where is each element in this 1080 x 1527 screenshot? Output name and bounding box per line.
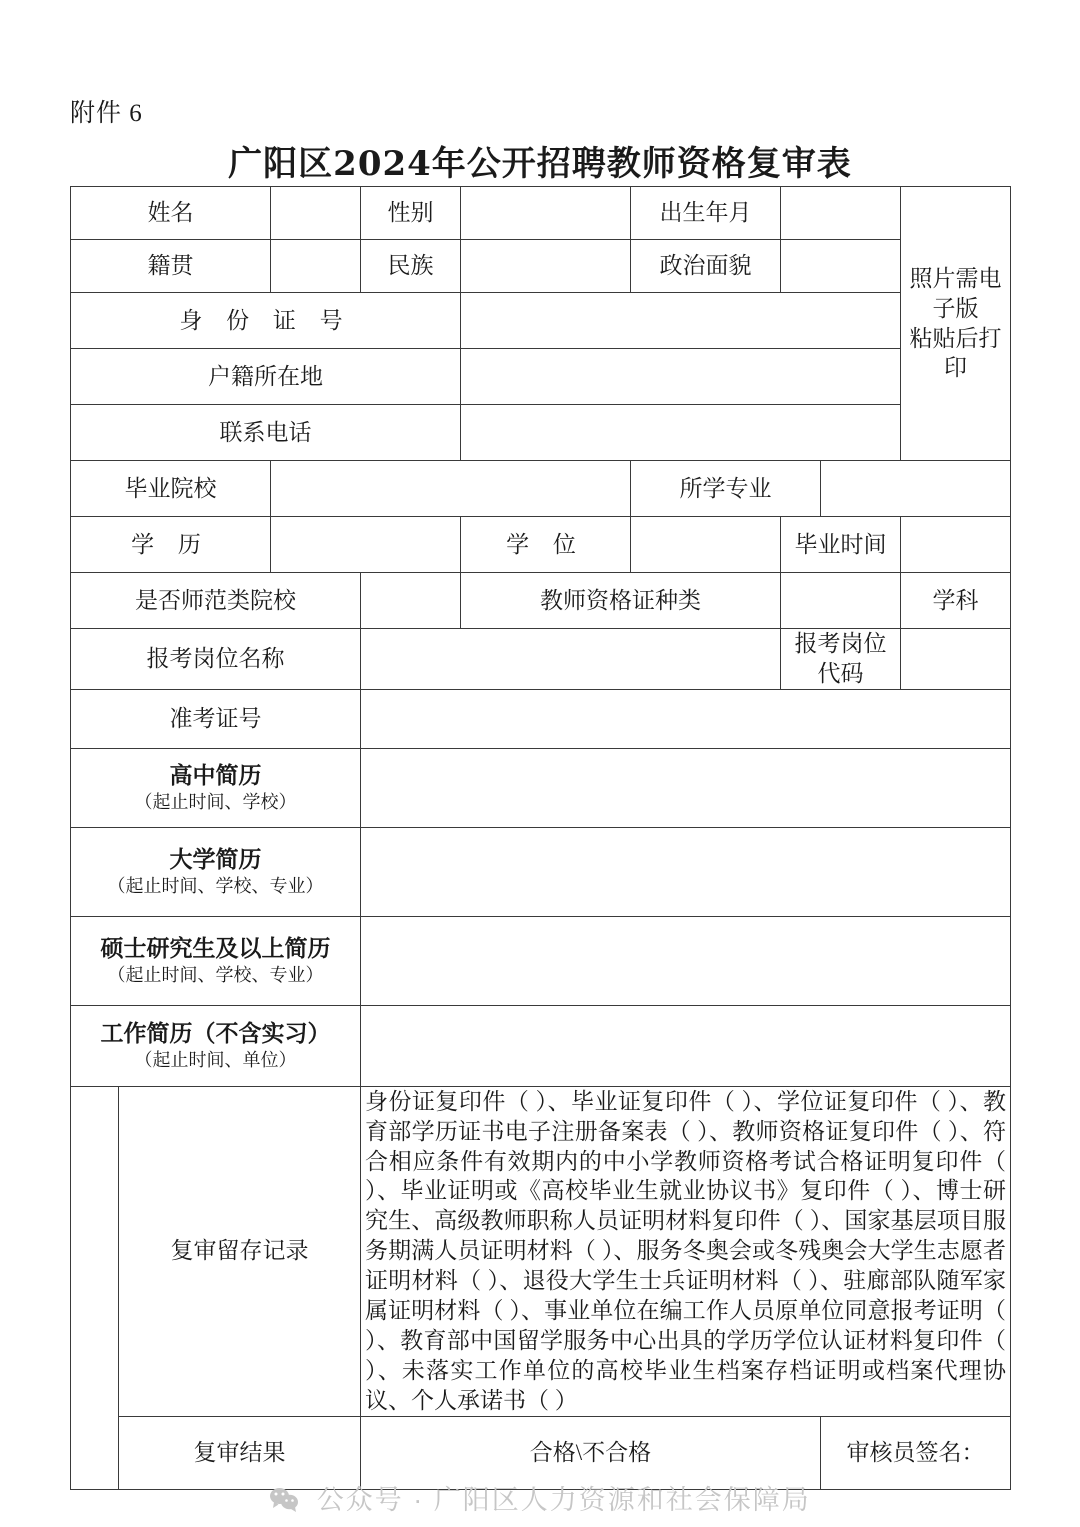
value-admission-ticket[interactable] bbox=[361, 689, 1011, 748]
resume-subtitle: （起止时间、学校、专业） bbox=[107, 965, 324, 986]
label-position-code: 报考岗位代码 bbox=[781, 629, 901, 690]
value-university-resume[interactable] bbox=[361, 827, 1011, 916]
value-native-place[interactable] bbox=[271, 240, 361, 293]
value-id-number[interactable] bbox=[461, 293, 901, 349]
value-name[interactable] bbox=[271, 187, 361, 240]
value-teacher-cert-type[interactable] bbox=[781, 573, 901, 629]
table-row bbox=[71, 1086, 1011, 1416]
label-university-resume bbox=[71, 827, 361, 916]
table-row bbox=[71, 405, 1011, 461]
watermark-text: 公众号 · 广阳区人力资源和社会保障局 bbox=[316, 1485, 811, 1515]
label-is-normal-college: 是否师范类院校 bbox=[71, 573, 361, 629]
label-graduate-resume bbox=[71, 916, 361, 1005]
table-row bbox=[71, 748, 1011, 827]
photo-note-line1: 照片需电子版 bbox=[909, 265, 1002, 321]
photo-note-line2: 粘贴后打印 bbox=[909, 325, 1002, 381]
resume-title: 硕士研究生及以上简历 bbox=[100, 936, 331, 962]
label-phone: 联系电话 bbox=[71, 405, 461, 461]
resume-subtitle: （起止时间、学校） bbox=[134, 792, 297, 813]
label-admission-ticket: 准考证号 bbox=[71, 689, 361, 748]
label-birth-date: 出生年月 bbox=[631, 187, 781, 240]
value-education[interactable] bbox=[271, 517, 461, 573]
resume-title: 大学简历 bbox=[169, 847, 262, 873]
label-household-location: 户籍所在地 bbox=[71, 349, 461, 405]
spacer-column bbox=[71, 1086, 119, 1489]
photo-placeholder[interactable] bbox=[901, 187, 1011, 461]
table-row bbox=[71, 349, 1011, 405]
label-name: 姓名 bbox=[71, 187, 271, 240]
review-record-text: 身份证复印件（ ）、毕业证复印件（ ）、学位证复印件（ ）、教育部学历证书电子注册备案表（ ）、教师资格证复印件（ ）、符合相应条件有效期内的中小学教师资格考试合格证明复印件（ ）、毕业证明或《高校毕业生就业协议书》复印件（ ）、博士研究生、高级教师职称人员证明材料复印件（ ）、国家基层项目服务期满人员证明材料（ ）、服务冬奥会或冬残奥会大学生志愿者证明材料（ ）、退役大学生士兵证明材料（ ）、驻廊部队随军家属证明材料（ ）、事业单位在编工作人员原单位同意报考证明（ ）、教育部中国留学服务中心出具的学历学位认证材料复印件（ ）、未落实工作单位的高校毕业生档案存档证明或档案代理协议、个人承诺书（ ） bbox=[365, 1088, 1006, 1413]
page-title: 广阳区2024年公开招聘教师资格复审表 bbox=[228, 144, 852, 184]
label-native-place: 籍贯 bbox=[71, 240, 271, 293]
label-id-number: 身 份 证 号 bbox=[71, 293, 461, 349]
table-row bbox=[71, 629, 1011, 690]
value-work-resume[interactable] bbox=[361, 1005, 1011, 1086]
attachment-label: 附件 6 bbox=[70, 100, 143, 127]
value-graduated-school[interactable] bbox=[271, 461, 631, 517]
label-education: 学 历 bbox=[71, 517, 271, 573]
label-degree: 学 位 bbox=[461, 517, 631, 573]
label-graduation-time: 毕业时间 bbox=[781, 517, 901, 573]
table-row bbox=[71, 689, 1011, 748]
table-row bbox=[71, 240, 1011, 293]
table-row bbox=[71, 517, 1011, 573]
value-position-code[interactable] bbox=[901, 629, 1011, 690]
value-graduation-time[interactable] bbox=[901, 517, 1011, 573]
table-row bbox=[71, 916, 1011, 1005]
table-row bbox=[71, 187, 1011, 240]
resume-subtitle: （起止时间、单位） bbox=[134, 1050, 297, 1071]
label-gender: 性别 bbox=[361, 187, 461, 240]
label-work-resume bbox=[71, 1005, 361, 1086]
label-graduated-school: 毕业院校 bbox=[71, 461, 271, 517]
value-review-record[interactable] bbox=[361, 1086, 1011, 1416]
resume-title: 工作简历（不含实习） bbox=[100, 1021, 331, 1047]
value-birth-date[interactable] bbox=[781, 187, 901, 240]
value-ethnicity[interactable] bbox=[461, 240, 631, 293]
value-phone[interactable] bbox=[461, 405, 901, 461]
value-major[interactable] bbox=[821, 461, 1011, 517]
value-position-name[interactable] bbox=[361, 629, 781, 690]
label-review-record: 复审留存记录 bbox=[119, 1086, 361, 1416]
value-graduate-resume[interactable] bbox=[361, 916, 1011, 1005]
label-major: 所学专业 bbox=[631, 461, 821, 517]
value-political-status[interactable] bbox=[781, 240, 901, 293]
table-row bbox=[71, 293, 1011, 349]
table-row bbox=[71, 827, 1011, 916]
qualification-review-form bbox=[70, 186, 1011, 1490]
resume-subtitle: （起止时间、学校、专业） bbox=[107, 876, 324, 897]
value-household-location[interactable] bbox=[461, 349, 901, 405]
label-position-name: 报考岗位名称 bbox=[71, 629, 361, 690]
value-gender[interactable] bbox=[461, 187, 631, 240]
value-is-normal-college[interactable] bbox=[361, 573, 461, 629]
table-row bbox=[71, 1005, 1011, 1086]
table-row bbox=[71, 461, 1011, 517]
resume-title: 高中简历 bbox=[169, 763, 262, 789]
label-highschool-resume bbox=[71, 748, 361, 827]
table-row bbox=[71, 573, 1011, 629]
label-subject: 学科 bbox=[901, 573, 1011, 629]
label-political-status: 政治面貌 bbox=[631, 240, 781, 293]
wechat-icon bbox=[269, 1487, 299, 1519]
label-review-result: 复审结果 bbox=[119, 1416, 361, 1489]
label-teacher-cert-type: 教师资格证种类 bbox=[461, 573, 781, 629]
wechat-watermark bbox=[0, 1478, 1080, 1519]
label-ethnicity: 民族 bbox=[361, 240, 461, 293]
value-highschool-resume[interactable] bbox=[361, 748, 1011, 827]
value-review-result[interactable]: 合格\不合格 bbox=[361, 1416, 821, 1489]
reviewer-signature-field[interactable]: 审核员签名： bbox=[821, 1416, 1011, 1489]
value-degree[interactable] bbox=[631, 517, 781, 573]
